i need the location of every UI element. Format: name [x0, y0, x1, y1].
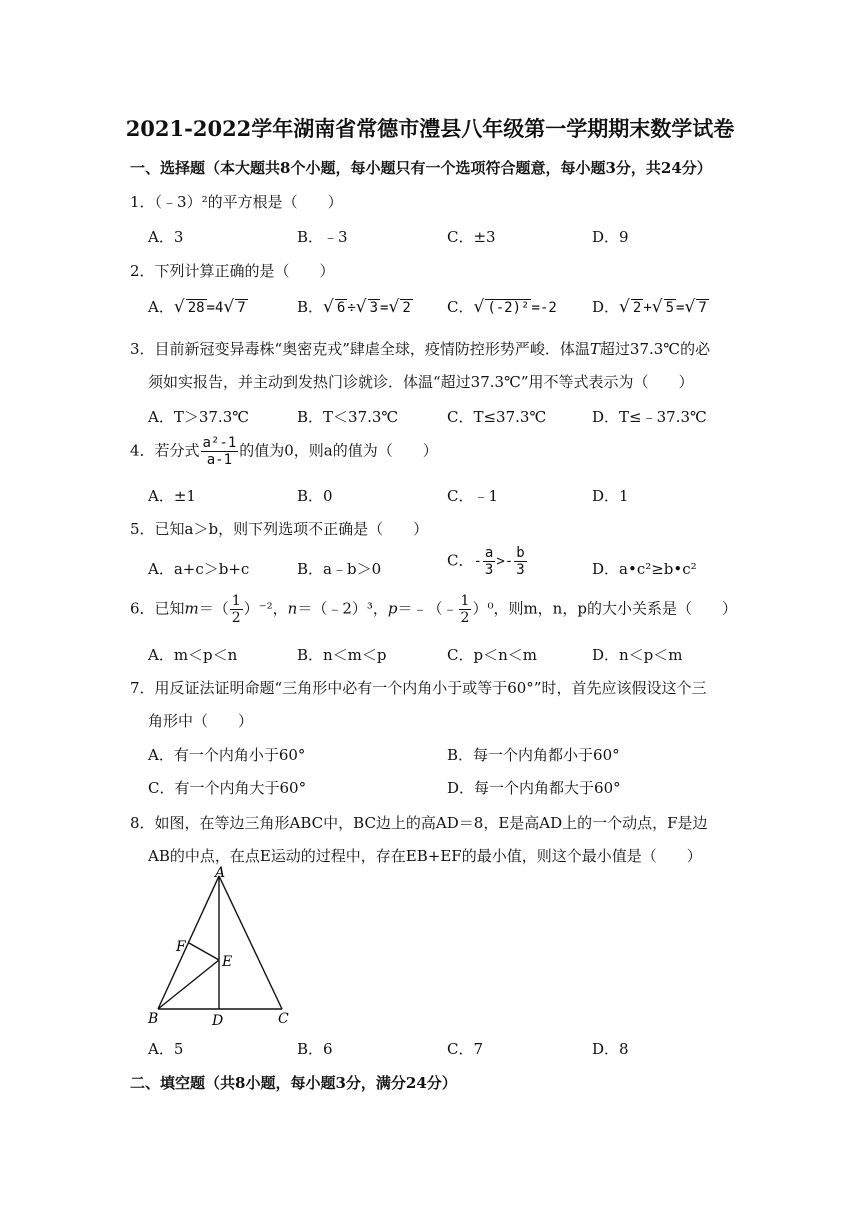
q4-option-b: B．0: [297, 487, 333, 505]
q1-option-d: D．9: [592, 228, 629, 246]
q1-option-b: B．﹣3: [297, 228, 348, 246]
segment-ef: [189, 943, 219, 960]
question-3-line-1: 3．目前新冠变异毒株“奥密克戎”肆虐全球，疫情防控形势严峻．体温T超过37.3℃的必: [130, 340, 711, 358]
label-a: A: [215, 866, 226, 881]
q4-option-d: D．1: [592, 487, 629, 505]
q8-option-a: A．5: [148, 1040, 184, 1058]
q4-option-c: C．﹣1: [447, 487, 499, 505]
q7-option-c: C．有一个内角大于60°: [148, 779, 307, 797]
section-heading-choice: 一、选择题（本大题共8个小题，每小题只有一个选项符合题意，每小题3分，共24分）: [130, 159, 712, 177]
q2-option-c: C．√ (-2)² =-2: [447, 297, 557, 317]
q8-option-c: C．7: [447, 1040, 484, 1058]
q3-option-b: B．T＜37.3℃: [297, 408, 399, 426]
segment-eb: [158, 960, 219, 1009]
q1-option-c: C．±3: [447, 228, 496, 246]
question-7-line-1: 7．用反证法证明命题“三角形中必有一个内角小于或等于60°”时，首先应该假设这个三: [130, 679, 707, 697]
q7-option-d: D．每一个内角都大于60°: [447, 779, 621, 797]
q3-option-a: A．T＞37.3℃: [148, 408, 250, 426]
question-2-stem: 2．下列计算正确的是（ ）: [130, 262, 335, 280]
question-7-line-2: 角形中（ ）: [148, 712, 254, 730]
question-8-line-1: 8．如图，在等边三角形ABC中，BC边上的高AD＝8，E是高AD上的一个动点，F是边: [130, 814, 708, 832]
label-c: C: [278, 1011, 289, 1027]
q6-option-b: B．n＜m＜p: [297, 646, 387, 664]
q4-fraction: $\frac{\text{a²-1}}{a-1}$: [202, 435, 237, 468]
q8-option-b: B．6: [297, 1040, 333, 1058]
q5-option-d: D．a•c²≥b•c²: [592, 560, 697, 578]
q2-option-b: B．√ 6 ÷√ 3 =√ 2: [297, 297, 411, 317]
q6-option-d: D．n＜p＜m: [592, 646, 683, 664]
label-b: B: [148, 1011, 159, 1027]
section-heading-fill: 二、填空题（共8小题，每小题3分，满分24分）: [130, 1074, 457, 1092]
q1-option-a: A．3: [148, 228, 184, 246]
question-4-stem: 4．若分式 $\frac{\text{a²-1}}{a-1}$ 的值为0，则a的值为（ ）: [130, 435, 438, 468]
q2-option-d: D．√ 2 +√ 5 =√ 7: [592, 297, 707, 317]
edge-ac: [219, 876, 282, 1009]
q3-option-c: C．T≤37.3℃: [447, 408, 547, 426]
q5-option-a: A．a+c＞b+c: [148, 560, 250, 578]
question-3-line-2: 须如实报告，并主动到发热门诊就诊．体温“超过37.3℃”用不等式表示为（ ）: [148, 373, 694, 391]
q5-option-b: B．a﹣b＞0: [297, 560, 382, 578]
page-title: 2021-2022学年湖南省常德市澧县八年级第一学期期末数学试卷: [125, 116, 735, 141]
q4-option-a: A．±1: [148, 487, 196, 505]
q3-option-d: D．T≤﹣37.3℃: [592, 408, 707, 426]
question-5-stem: 5．已知a＞b，则下列选项不正确是（ ）: [130, 520, 429, 538]
edge-ab: [158, 876, 219, 1009]
label-f: F: [176, 939, 186, 955]
q2-option-a: A．√ 28 =4√ 7: [148, 297, 246, 317]
question-8-line-2: AB的中点，在点E运动的过程中，存在EB+EF的最小值，则这个最小值是（ ）: [148, 847, 702, 865]
triangle-figure: [140, 866, 300, 1030]
q7-option-a: A．有一个内角小于60°: [148, 746, 306, 764]
q6-option-c: C．p＜n＜m: [447, 646, 537, 664]
q6-option-a: A．m＜p＜n: [148, 646, 238, 664]
question-1-stem: 1．（﹣3）²的平方根是（ ）: [130, 193, 343, 211]
label-e: E: [222, 954, 233, 970]
q5-option-c: C．- $\frac{a}{3}$ >- $\frac{b}{3}$: [447, 545, 525, 578]
question-6-stem: 6．已知m＝（ $\frac{1}{2}$ ）⁻²，n＝（﹣2）³，p＝﹣（﹣ $\frac{1}{2}$ ）⁰，则m，n，p的大小关系是（ ）: [130, 593, 737, 626]
label-d: D: [212, 1013, 224, 1029]
q8-option-d: D．8: [592, 1040, 629, 1058]
q7-option-b: B．每一个内角都小于60°: [447, 746, 620, 764]
